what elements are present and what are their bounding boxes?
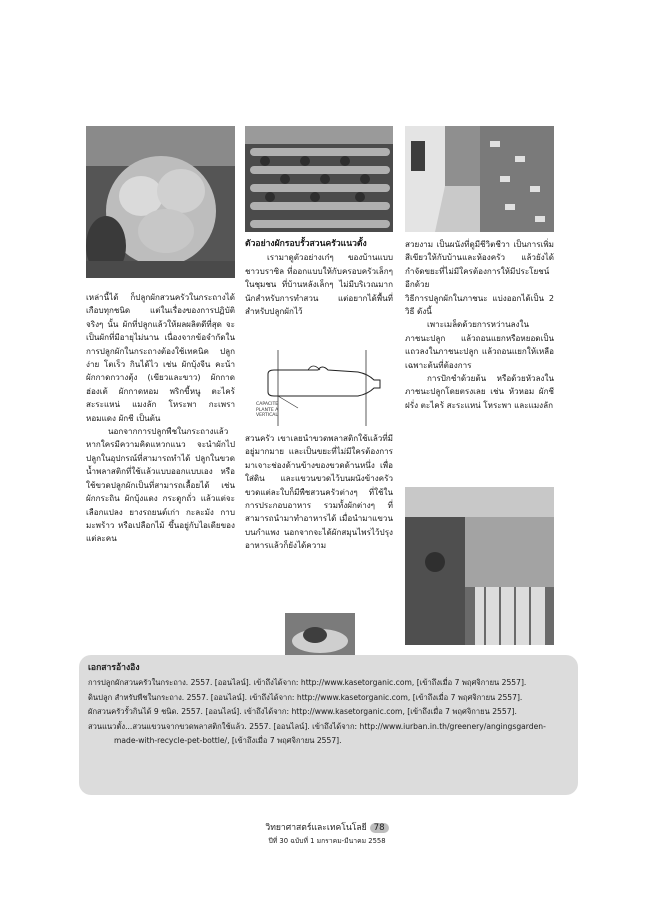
bottle-planter-photo: [285, 613, 355, 661]
col3-paragraph-3: เพาะเมล็ดด้วยการหว่านลงในภาชนะปลูก แล้วถอนแยกหรือหยอดเป็นแถวลงในภาชนะปลูก แล้วถอนแยกให้เหลือเฉพาะต้นที่ต้องการ: [405, 319, 554, 370]
references-title: เอกสารอ้างอิง: [88, 663, 140, 673]
diagram-label-3: VERTICAL: [256, 413, 278, 419]
col3-method-heading: วิธีการปลูกผักในภาชนะ แบ่งออกได้เป็น 2 วิธี ดังนี้: [405, 292, 554, 317]
bottle-diagram: [248, 350, 392, 426]
house-bottle-wall-photo: [405, 487, 554, 645]
column-2-continued: [245, 432, 393, 553]
column-2: [245, 238, 393, 318]
col1-paragraph-1: เหล่านี้ได้ ก็ปลูกผักสวนครัวในกระถางได้ เกือบทุกชนิด แต่ในเรื่องของการปฏิบัติจริงๆ นั้น ผักที่ปลูกแล้วให้ผลผลิตดีที่สุด จะเป็นผักที่มีอายุไม่นาน เนื่องจากข้อจำกัดในการปลูกผักในกระถางต้องใช้เทคนิค ปลูกง่าย โตเร็ว กินได้ไว เช่น ผักบุ้งจีน คะน้า ผักกาดกวางตุ้ง (เขียวและขาว) ผักกาดฮ่องเต้ ผักกาดหอม พริกขี้หนู ตะไคร้ สะระแหน่ แมงลัก โหระพา กะเพรา หอมแดง ผักชี เป็นต้น: [86, 292, 235, 423]
column-1: [86, 291, 235, 546]
col3-paragraph-4: การปักชำด้วยต้น หรือด้วยหัวลงในภาชนะปลูกโดยตรงเลย เช่น หัวหอม ผักชีฝรั่ง ตะไคร้ สะระแหน่ โหระพา และแมงลัก: [405, 373, 554, 410]
col3-paragraph-1: สวยงาม เป็นผนังที่ดูมีชีวิตชีวา เป็นการเพิ่มสีเขียวให้กับบ้านและห้องครัว แล้วยังได้กำจัดขยะที่ไม่มีใครต้องการให้มีประโยชน์อีกด้วย: [405, 239, 554, 290]
col2-heading: ตัวอย่างผักรอบรั้วสวนครัวแนวตั้ง: [245, 239, 367, 249]
diagram-label-2: PLANTE A: [256, 407, 279, 413]
reference-item: การปลูกผักสวนครัวในกระถาง. 2557. [ออนไลน์]. เข้าถึงได้จาก: http://www.kasetorganic.com, [เข้าถึงเมื่อ 7 พฤศจิกายน 2557].: [88, 678, 527, 687]
column-3: [405, 238, 554, 412]
col1-paragraph-2: นอกจากการปลูกพืชในกระถางแล้ว หากใครมีความคิดแหวกแนว จะนำผักไปปลูกในอุปกรณ์ที่สามารถทำได้ ปลูกในขวดน้ำพลาสติกที่ใช้แล้วแบบออกแบบเอง หรือใช้ขวดปลูกผักเป็นที่สามารถเลื้อยได้ เช่น ผักกระถิน ผักบุ้งแดง กระดูกถั่ว แล้วแต่จะเลือกแปลง ยางรถยนต์เก่า กะละมัง กาบมะพร้าว หรือเปลือกไม้ ขึ้นอยู่กับไอเดียของแต่ละคน: [86, 426, 235, 544]
hanging-bottles-photo: [245, 126, 393, 232]
col2-paragraph-2: สวนครัว เขาเลยนำขวดพลาสติกใช้แล้วที่มีอยู่มากมาย และเป็นขยะที่ไม่มีใครต้องการ มาเจาะช่องด้านข้างของขวดด้านหนึ่ง เพื่อใส่ดิน และแขวนขวดไว้บนผนังข้างครัว ขวดแต่ละใบก็มีพืชสวนครัวต่างๆ ที่ใช้ในการประกอบอาหาร รวมทั้งผักต่างๆ ที่สามารถนำมาทำอาหารได้ เมื่อนำมาแขวนบนกำแพง นอกจากจะได้ผักสมุนไพรไว้ปรุงอาหารแล้วก็ยังได้ความ: [245, 433, 393, 551]
diagram-label-1: CAPACITE: [256, 402, 279, 407]
footer: [0, 820, 654, 834]
footer-issue: ปีที่ 30 ฉบับที่ 1 มกราคม-มีนาคม 2558: [268, 837, 386, 845]
col2-paragraph-1: เรามาดูตัวอย่างเก๋ๆ ของบ้านแบบชาวบราซิล ที่ออกแบบให้กับครอบครัวเล็กๆ ในชุมชน ที่บ้านหลังเล็กๆ ไม่มีบริเวณมากนักสำหรับการทำสวน แต่อยากได้พื้นที่สำหรับปลูกผักไว้: [245, 252, 393, 317]
page-number: 78: [370, 823, 389, 833]
wall-garden-alley-photo: [405, 126, 554, 232]
references-list: [88, 676, 570, 749]
reference-item: สวนแนวตั้ง...สวนแขวนจากขวดพลาสติกใช้แล้ว. 2557. [ออนไลน์]. เข้าถึงได้จาก: http://www.iurban.in.th/greenery/angingsgarden-made-with-recycle-pet-bottle/, [เข้าถึงเมื่อ 7 พฤศจิกายน 2557].: [88, 721, 546, 745]
hydrangea-photo: [86, 126, 235, 278]
reference-item: ผักสวนครัวรั้วกินได้ 9 ชนิด. 2557. [ออนไลน์]. เข้าถึงได้จาก: http://www.kasetorganic.com, [เข้าถึงเมื่อ 7 พฤศจิกายน 2557].: [88, 707, 517, 716]
footer-title: วิทยาศาสตร์และเทคโนโลยี: [265, 823, 367, 833]
reference-item: ดินปลูก สำหรับพืชในกระถาง. 2557. [ออนไลน์]. เข้าถึงได้จาก: http://www.kasetorganic.com, [เข้าถึงเมื่อ 7 พฤศจิกายน 2557].: [88, 692, 523, 702]
